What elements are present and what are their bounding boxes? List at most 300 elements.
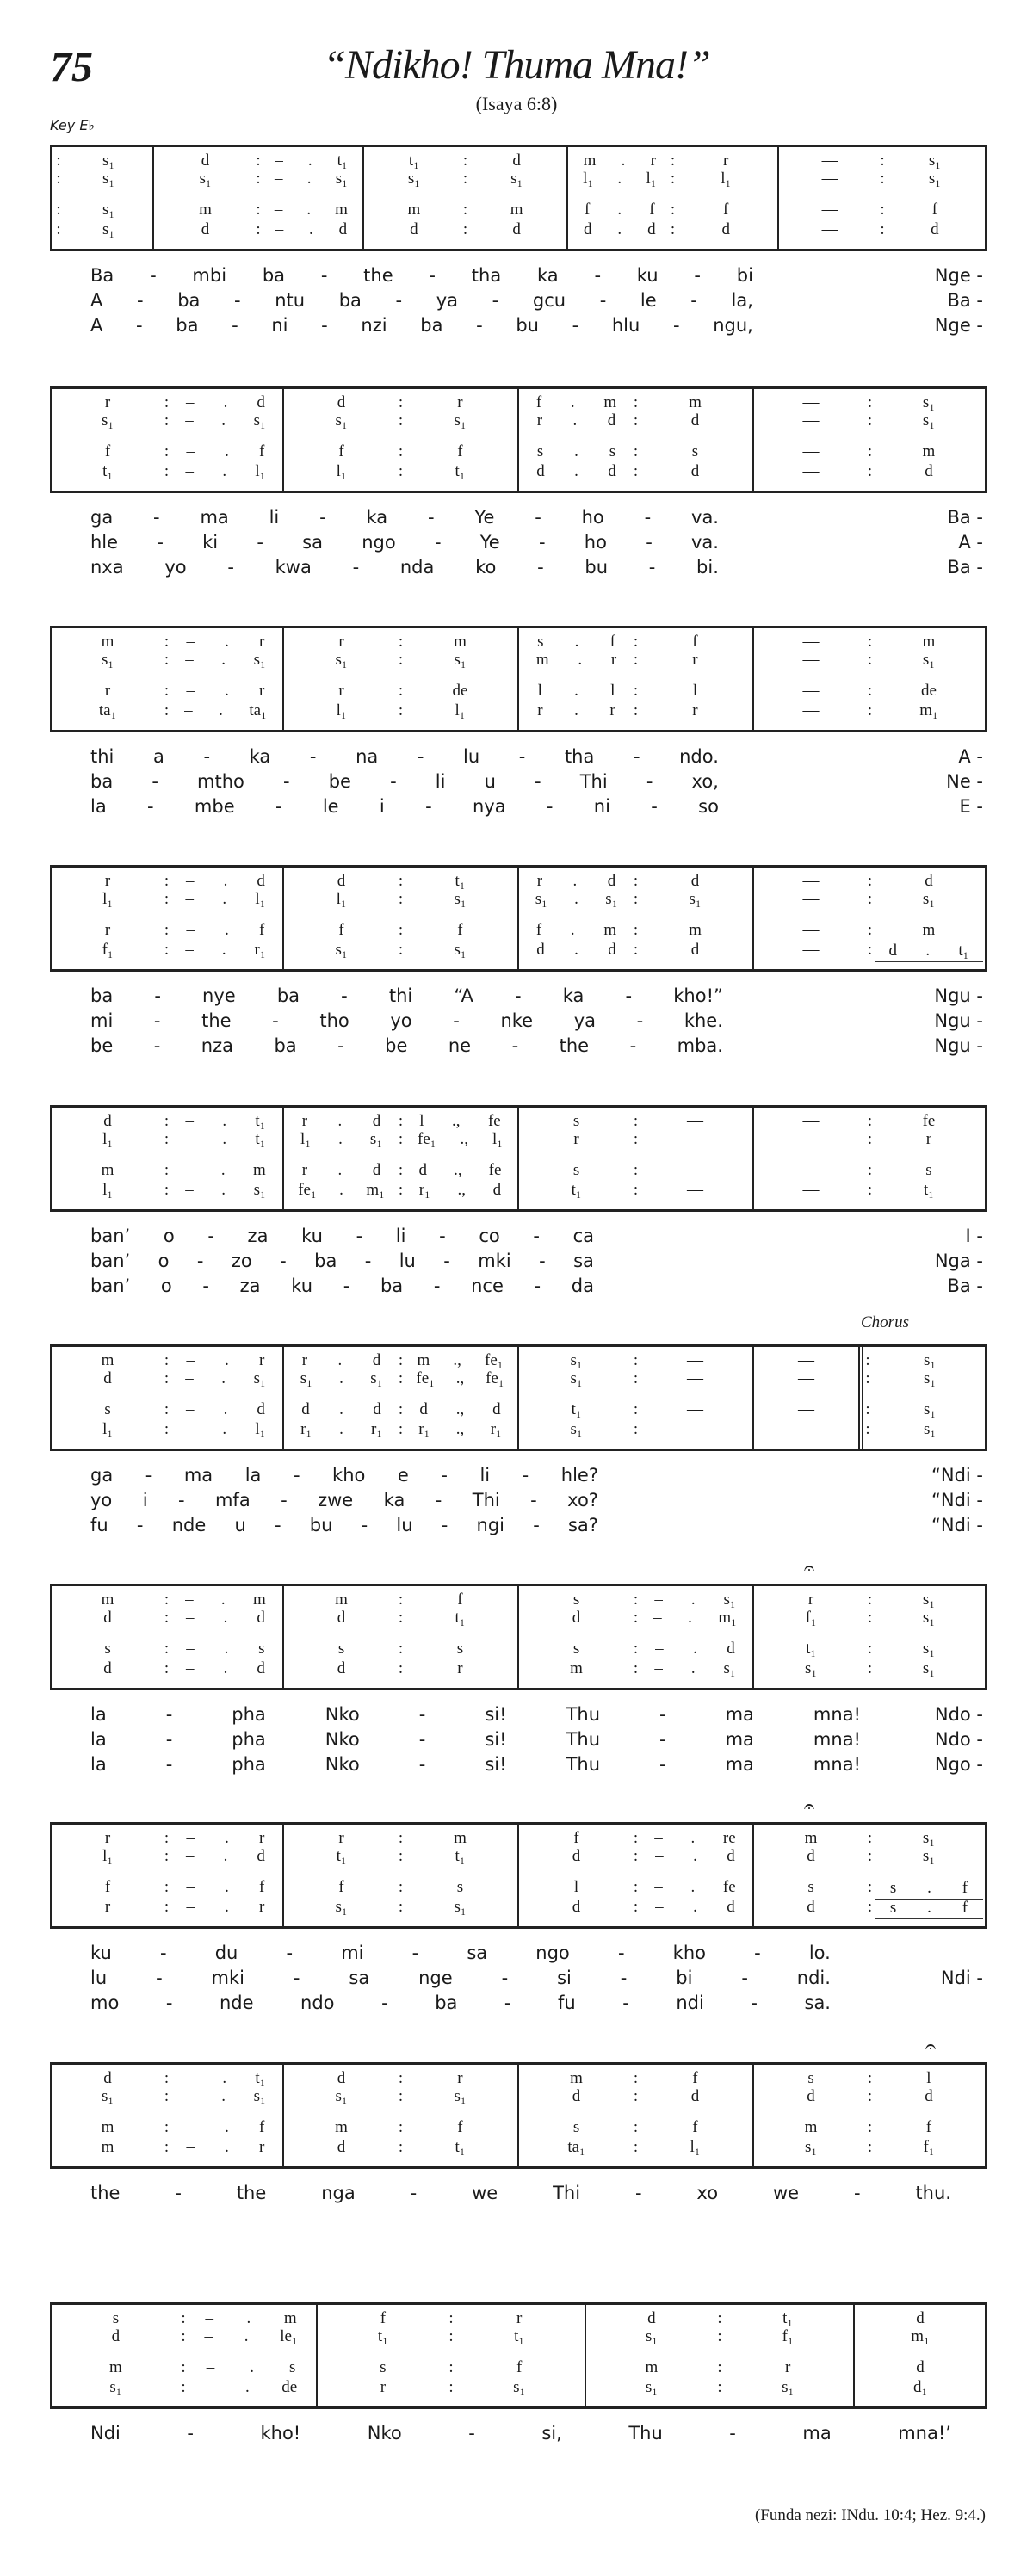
sol-fa-note: s₁ — [922, 1829, 935, 1847]
sol-fa-note: . — [223, 1609, 228, 1627]
lyric-syllable: sa? — [567, 1515, 598, 1535]
beat-separator: : — [398, 1400, 404, 1418]
beat — [782, 220, 878, 239]
lyric-pickup: Ndo - — [934, 1729, 983, 1750]
sol-fa-note: — — [802, 701, 820, 720]
beat-separator: : — [633, 1609, 639, 1627]
lyric-syllable: mi — [341, 1943, 364, 1963]
beat-separator: : — [398, 1591, 404, 1609]
beat — [757, 872, 865, 891]
beat-separator: : — [717, 2378, 722, 2396]
sol-fa-note: le₁ — [280, 2327, 298, 2345]
beat-separator: : — [633, 411, 639, 429]
sol-fa-note: f — [573, 1829, 579, 1847]
sol-fa-note: — — [802, 1181, 820, 1199]
beat-separator: : — [880, 170, 885, 188]
sol-fa-note: l₁ — [690, 2138, 701, 2156]
sol-fa-note: m — [283, 2309, 297, 2327]
beat-separator: : — [633, 1591, 639, 1609]
sol-fa-note: t₁ — [255, 1130, 266, 1148]
beat-separator: : — [256, 201, 261, 219]
lyric-syllable: - — [504, 1992, 511, 2013]
lyric-syllable: nge — [418, 1968, 453, 1988]
beat-separator: : — [633, 442, 639, 460]
sol-fa-note: s — [572, 2118, 580, 2136]
sol-fa-note: fe₁ — [298, 1181, 317, 1199]
sol-fa-note: d — [607, 872, 616, 890]
lyric-syllable: lo. — [808, 1943, 831, 1963]
lyric-syllable: sa — [349, 1968, 370, 1988]
sol-fa-note: f — [692, 633, 698, 651]
sol-fa-note: s — [572, 1591, 580, 1609]
sol-fa-note: l₁ — [102, 1181, 113, 1199]
sol-fa-note: f — [925, 2118, 932, 2136]
lyric-syllable: ntu — [275, 290, 306, 311]
sol-fa-note: s₁ — [922, 890, 935, 908]
beat-separator: : — [633, 921, 639, 939]
lyric-syllable: - — [411, 1943, 419, 1963]
lyric-syllable: si — [557, 1968, 572, 1988]
sol-fa-note: — — [802, 1130, 820, 1148]
lyric-syllable: - — [853, 2183, 861, 2203]
sol-fa-note: s₁ — [102, 170, 115, 188]
sol-fa-note: f — [723, 201, 729, 219]
sol-fa-note: m — [922, 633, 936, 651]
sol-fa-note: – — [655, 1640, 664, 1658]
beat — [757, 1847, 865, 1866]
sol-fa-note: r — [692, 701, 698, 720]
sol-fa-note: s₁ — [922, 1640, 935, 1658]
lyric-syllable: mfa — [214, 1490, 251, 1510]
sol-fa-note: s — [112, 2309, 120, 2327]
beat-separator: : — [164, 1640, 170, 1658]
sol-fa-note: r₁ — [490, 1420, 502, 1438]
sol-fa-note: t₁ — [923, 1181, 934, 1199]
sol-fa-note: . — [574, 890, 578, 908]
sol-fa-note: d — [608, 462, 616, 480]
lyric-syllable: - — [533, 1515, 540, 1535]
sol-fa-note: t₁ — [571, 1181, 582, 1199]
sol-fa-note: d — [690, 411, 700, 429]
lyric-text — [90, 985, 723, 1006]
beat-separator: : — [633, 872, 639, 890]
lyric-syllable: - — [751, 1992, 758, 2013]
lyric-syllable: - — [136, 315, 143, 336]
lyric-syllable: gcu — [532, 290, 566, 311]
sol-fa-note: d — [257, 1609, 265, 1627]
lyric-syllable: - — [425, 796, 432, 817]
sol-fa-note: s₁ — [454, 1898, 467, 1916]
sol-fa-note: – — [204, 2327, 213, 2345]
beat — [875, 651, 983, 670]
beat-separator: : — [867, 1161, 873, 1179]
sol-fa-note: de — [920, 682, 937, 700]
sol-fa-note: — — [798, 1420, 814, 1438]
sol-fa-note: d — [492, 1181, 502, 1199]
beat — [876, 1369, 983, 1388]
sol-fa-note: l₁ — [102, 1847, 113, 1865]
sol-fa-note: m₁ — [919, 701, 938, 720]
lyric-syllable: bu — [585, 557, 609, 578]
lyric-syllable: ba — [338, 290, 362, 311]
part-tenor — [0, 442, 1033, 461]
sol-fa-note: – — [185, 1161, 194, 1179]
beat-separator: : — [164, 633, 170, 651]
sol-fa-note: — — [686, 1420, 703, 1438]
beat-separator: : — [164, 682, 170, 700]
lyric-syllable: kwa — [275, 557, 312, 578]
part-soprano — [0, 1829, 1033, 1848]
lyric-syllable: - — [364, 1251, 372, 1271]
lyric-syllable: - — [154, 985, 161, 1006]
sol-fa-note: – — [186, 682, 195, 700]
sol-fa-note: l₁ — [102, 1130, 113, 1148]
sol-fa-note: l — [692, 682, 698, 700]
sol-fa-note: s₁ — [253, 651, 266, 669]
sol-fa-note: . — [339, 1420, 343, 1438]
sol-fa-note: s₁ — [570, 1351, 583, 1369]
sol-fa-note: r — [380, 2378, 387, 2396]
fermata-icon: 𝄐 — [803, 1796, 815, 1818]
lyric-text — [90, 1465, 598, 1486]
beat-separator: : — [164, 1659, 170, 1677]
sol-fa-note: r — [301, 1112, 308, 1130]
lyric-syllable: - — [646, 771, 653, 792]
sol-fa-note: d — [583, 220, 592, 238]
sol-fa-note: m — [922, 442, 936, 460]
lyric-line — [0, 290, 1033, 314]
sol-fa-note: d — [103, 2069, 112, 2087]
lyric-syllable: ma — [725, 1704, 754, 1725]
beat-separator: : — [256, 170, 261, 188]
lyric-syllable: - — [539, 1251, 546, 1271]
beat — [875, 1181, 983, 1200]
sol-fa-note: s₁ — [102, 651, 114, 669]
sol-fa-note: r — [259, 2138, 265, 2156]
sol-fa-note: m — [199, 201, 212, 219]
lyric-syllable: - — [534, 1276, 541, 1296]
lyric-syllable: ndi — [676, 1992, 704, 2013]
beat-separator: : — [56, 151, 61, 170]
lyric-syllable: Nko — [325, 1729, 360, 1750]
sol-fa-note: fe₁ — [416, 1369, 435, 1387]
sol-fa-note: s₁ — [723, 1591, 736, 1609]
beat-separator: : — [867, 1878, 873, 1896]
beat-separator: : — [164, 1130, 170, 1148]
lyric-syllable: be — [328, 771, 351, 792]
lyric-syllable: la — [90, 1704, 107, 1725]
hymn-title: “Ndikho! Thuma Mna!” — [323, 42, 710, 88]
sol-fa-note: . — [221, 411, 226, 429]
sol-fa-note: — — [802, 442, 820, 460]
sol-fa-note: d — [337, 872, 346, 890]
beat-separator: : — [717, 2309, 722, 2327]
lyric-syllable: - — [672, 315, 680, 336]
lyric-syllable: - — [434, 532, 442, 553]
lyric-syllable: ban’ — [90, 1276, 131, 1296]
beat-separator: : — [56, 201, 61, 219]
beat — [887, 151, 983, 170]
sol-fa-note: — — [686, 1130, 703, 1148]
beat — [876, 1420, 983, 1439]
lyric-syllable: - — [203, 746, 211, 767]
lyric-syllable: - — [165, 1729, 173, 1750]
lyric-syllable: ka — [249, 746, 271, 767]
lyric-text — [90, 1992, 831, 2013]
sol-fa-note: . — [221, 941, 226, 959]
sol-fa-note: s₁ — [102, 220, 115, 238]
lyric-syllable: - — [535, 771, 541, 792]
beat — [757, 921, 865, 940]
lyric-syllable: - — [165, 1992, 173, 2013]
lyric-syllable: hle? — [560, 1465, 598, 1486]
sol-fa-note: r — [104, 872, 111, 890]
beat-separator: : — [398, 921, 404, 939]
sol-fa-note: . — [225, 1829, 229, 1847]
beat — [887, 220, 983, 239]
sol-fa-note: ., — [457, 1181, 466, 1199]
beat-separator: : — [867, 1130, 873, 1148]
lyric-syllable: - — [435, 1490, 442, 1510]
lyric-syllable: - — [433, 1276, 441, 1296]
sol-fa-note: r — [104, 1898, 111, 1916]
lyric-syllable: co — [479, 1226, 500, 1246]
sol-fa-note: t₁ — [102, 462, 113, 480]
beat-separator: : — [164, 941, 170, 959]
lyric-syllable: - — [165, 1754, 173, 1775]
sol-fa-note: . — [574, 701, 578, 720]
sol-fa-note: t₁ — [806, 1640, 816, 1658]
lyric-pickup: Ndi - — [940, 1968, 983, 1988]
lyric-syllable: - — [443, 1251, 450, 1271]
part-alto — [0, 2327, 1033, 2346]
lyric-pickup: Ndo - — [934, 1704, 983, 1725]
sol-fa-note: s₁ — [454, 890, 467, 908]
sol-fa-note: d — [257, 1847, 265, 1865]
lyric-syllable: da — [571, 1276, 594, 1296]
sol-fa-note: m — [335, 1591, 348, 1609]
sol-fa-note: m — [583, 151, 597, 170]
sol-fa-note: m — [407, 201, 421, 219]
lyric-syllable: hlu — [611, 315, 640, 336]
lyric-syllable: - — [522, 1465, 529, 1486]
lyric-syllable: va. — [691, 532, 719, 553]
sol-fa-note: d — [916, 2309, 925, 2327]
beat-separator: : — [633, 1351, 639, 1369]
lyric-syllable: ba — [262, 265, 286, 286]
lyric-syllable: mna! — [813, 1729, 861, 1750]
sol-fa-note: d — [572, 1898, 581, 1916]
lyric-syllable: - — [492, 290, 499, 311]
lyric-syllable: mba. — [677, 1035, 723, 1056]
lyric-syllable: - — [468, 2423, 475, 2443]
sol-fa-note: d — [419, 1400, 428, 1418]
lyric-syllable: nce — [471, 1276, 504, 1296]
sol-fa-note: t₁ — [514, 2327, 525, 2345]
part-alto — [0, 1609, 1033, 1628]
sol-fa-note: d — [536, 462, 545, 480]
fermata-icon: 𝄐 — [925, 2036, 937, 2058]
sol-fa-note: — — [686, 1351, 703, 1369]
beat-separator: : — [633, 941, 639, 959]
sol-fa-note: ta₁ — [98, 701, 117, 720]
lyric-syllable: ma — [725, 1754, 754, 1775]
lyric-syllable: xo, — [691, 771, 719, 792]
sol-fa-note: . — [225, 2118, 229, 2136]
sol-fa-note: s₁ — [102, 151, 115, 170]
sol-fa-note: — — [798, 1400, 814, 1418]
beat-separator: : — [398, 1369, 404, 1387]
beat — [782, 201, 878, 219]
part-soprano — [0, 1351, 1033, 1370]
beat-separator: : — [398, 1112, 404, 1130]
beat-separator: : — [256, 151, 261, 170]
lyric-line — [0, 1992, 1033, 2017]
lyric-syllable: - — [741, 1968, 748, 1988]
lyric-syllable: sa. — [804, 1992, 831, 2013]
lyric-syllable: ku — [90, 1943, 112, 1963]
sol-fa-note: m — [253, 1161, 266, 1179]
sol-fa-note: s₁ — [645, 2378, 658, 2396]
sol-fa-note: . — [339, 1181, 343, 1199]
sol-fa-note: – — [275, 151, 283, 170]
sol-fa-note: – — [185, 1591, 194, 1609]
sol-fa-note: f₁ — [923, 2138, 935, 2156]
lyric-syllable: - — [518, 746, 526, 767]
lyric-text — [90, 290, 753, 311]
beat-separator: : — [880, 220, 885, 238]
lyric-syllable: khe. — [684, 1010, 723, 1031]
sol-fa-note: f — [259, 442, 265, 460]
sol-fa-note: – — [275, 220, 284, 238]
lyric-syllable: o — [158, 1251, 170, 1271]
lyric-syllable: - — [476, 315, 483, 336]
beat — [875, 411, 983, 430]
beat-separator: : — [398, 2087, 404, 2105]
beat — [875, 2069, 983, 2088]
beat — [757, 1181, 865, 1200]
sol-fa-note: d₁ — [912, 2378, 928, 2396]
sol-fa-note: s — [807, 2069, 814, 2087]
part-soprano — [0, 1112, 1033, 1131]
lyric-text — [90, 315, 753, 336]
lyric-syllable: ya — [436, 290, 459, 311]
beat-separator: : — [633, 393, 639, 411]
sol-fa-note: — — [821, 151, 838, 170]
lyric-syllable: ndi. — [796, 1968, 831, 1988]
beat-separator: : — [164, 1351, 170, 1369]
lyric-pickup: Ngu - — [934, 985, 983, 1006]
beat-separator: : — [164, 1898, 170, 1916]
sol-fa-note: . — [574, 462, 578, 480]
beat — [757, 1161, 865, 1180]
lyric-syllable: sa — [302, 532, 323, 553]
lyric-syllable: - — [418, 1704, 426, 1725]
lyric-syllable: ba — [314, 1251, 337, 1271]
lyric-syllable: ku — [291, 1276, 313, 1296]
sol-fa-note: s — [380, 2358, 387, 2376]
beat — [757, 1130, 865, 1149]
lyric-syllable: - — [320, 265, 328, 286]
beat-separator: : — [398, 442, 404, 460]
sol-fa-note: — — [686, 1181, 703, 1199]
beat — [757, 1640, 865, 1659]
sol-fa-note: l₁ — [255, 1420, 266, 1438]
lyric-syllable: - — [232, 315, 238, 336]
sol-fa-note: f — [585, 201, 591, 219]
lyric-pickup: “Ndi - — [931, 1465, 983, 1486]
beat — [757, 2138, 865, 2157]
sol-fa-note: d — [536, 941, 545, 959]
beat-separator: : — [398, 1878, 404, 1896]
lyric-syllable: la, — [731, 290, 753, 311]
lyric-syllable: - — [439, 1226, 446, 1246]
beat-separator: : — [633, 1640, 639, 1658]
beat-separator: : — [181, 2378, 186, 2396]
sol-fa-note: . — [337, 1161, 343, 1179]
beat-separator: : — [164, 890, 170, 908]
beat — [757, 2118, 865, 2137]
beat-separator: : — [398, 393, 404, 411]
sol-fa-note: r — [457, 2069, 463, 2087]
sol-fa-note: s₁ — [645, 2327, 658, 2345]
lyric-syllable: nye — [202, 985, 236, 1006]
lyric-syllable: - — [537, 557, 544, 578]
lyric-syllable: - — [533, 1226, 540, 1246]
sol-fa-note: d — [338, 220, 348, 238]
beat — [875, 393, 983, 412]
lyric-syllable: ba — [274, 1035, 297, 1056]
sol-fa-note: r — [457, 393, 463, 411]
lyric-syllable: - — [651, 796, 658, 817]
sol-fa-note: f — [104, 1878, 111, 1896]
sol-fa-note: . — [572, 872, 578, 890]
lyric-pickup: A - — [958, 532, 983, 553]
lyric-pickup: Ba - — [947, 290, 983, 311]
beat — [875, 2118, 983, 2137]
lyric-syllable: - — [620, 1968, 628, 1988]
sol-fa-note: s — [925, 1161, 932, 1179]
lyric-line — [0, 1226, 1033, 1250]
sol-fa-note: – — [185, 1420, 195, 1438]
lyric-syllable: ngo — [362, 532, 396, 553]
lyric-syllable: xo? — [567, 1490, 598, 1510]
sol-fa-note: – — [185, 941, 194, 959]
lyric-syllable: ma — [183, 1465, 213, 1486]
sol-fa-note: m — [101, 1161, 114, 1179]
beat — [757, 682, 865, 701]
lyric-line — [0, 507, 1033, 531]
lyric-syllable: a — [152, 746, 164, 767]
beat — [875, 890, 983, 909]
lyric-syllable: yo — [164, 557, 187, 578]
lyric-syllable: ga — [90, 507, 114, 528]
sol-fa-note: s₁ — [805, 1659, 818, 1677]
sol-fa-note: s₁ — [335, 941, 348, 959]
lyric-syllable: - — [293, 1465, 300, 1486]
sol-fa-note: . — [222, 1130, 227, 1148]
lyric-syllable: ma — [200, 507, 229, 528]
sol-fa-note: . — [339, 1369, 343, 1387]
beat-separator: : — [164, 1161, 170, 1179]
beat-separator: : — [164, 1609, 170, 1627]
sol-fa-note: t₁ — [958, 942, 969, 960]
sol-fa-note: – — [185, 1847, 195, 1865]
lyric-syllable: mki — [211, 1968, 244, 1988]
lyric-syllable: - — [418, 1729, 426, 1750]
part-tenor — [0, 2358, 1033, 2377]
sol-fa-note: r — [104, 921, 111, 939]
